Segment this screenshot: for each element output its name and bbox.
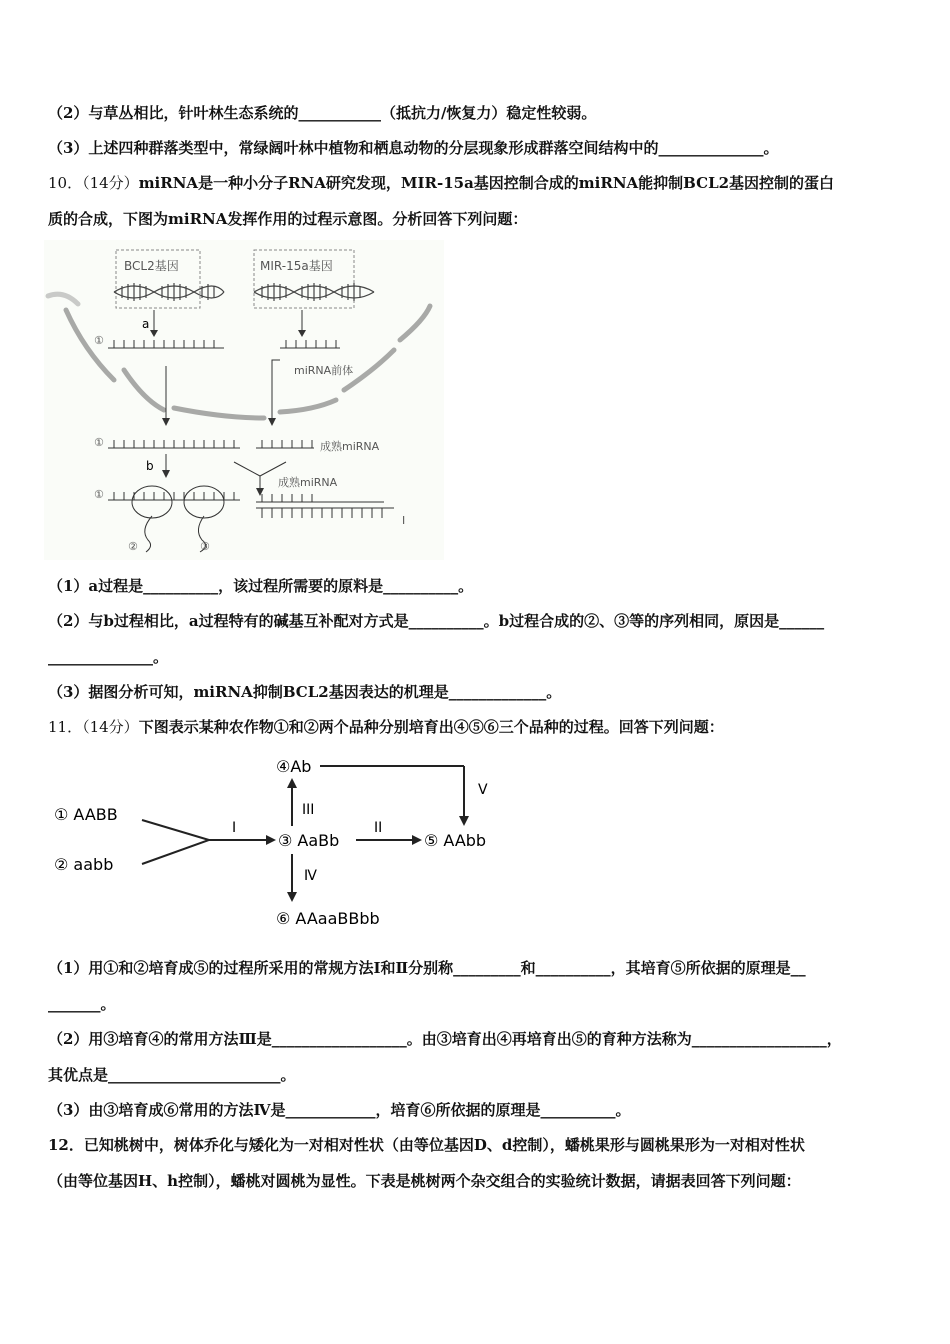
mirna-figure xyxy=(44,240,444,560)
mature-mirna-label-2: 成熟miRNA xyxy=(278,476,338,489)
q11-sub2-line2: 其优点是_______________________。 xyxy=(48,1066,296,1084)
roman-II: II xyxy=(374,820,383,836)
circle-2: ② xyxy=(128,540,138,553)
circle-1-bottom: ① xyxy=(94,488,104,501)
breeding-figure xyxy=(44,748,524,938)
node-6: ⑥ AAaaBBbb xyxy=(276,909,380,928)
q10-intro-line2: 质的合成，下图为miRNA发挥作用的过程示意图。分析回答下列问题： xyxy=(48,210,528,228)
node-3: ③ AaBb xyxy=(278,831,340,850)
precursor-label: miRNA前体 xyxy=(294,364,354,377)
q10-intro-text: miRNA是一种小分子RNA研究发现，MIR-15a基因控制合成的miRNA能抑制BCL2基因控制的蛋白 xyxy=(138,174,835,192)
q9-sub2: （2）与草丛相比，针叶林生态系统的___________（抵抗力/恢复力）稳定性较弱。 xyxy=(48,104,597,122)
q11-intro xyxy=(48,716,910,738)
node-5: ⑤ AAbb xyxy=(424,831,487,850)
q10-sub3: （3）据图分析可知，miRNA抑制BCL2基因表达的机理是_____________。 xyxy=(48,683,562,701)
q11-sub3: （3）由③培育成⑥常用的方法Ⅳ是____________，培育⑥所依据的原理是__________。 xyxy=(48,1101,631,1119)
node-1: ① AABB xyxy=(54,805,118,824)
node-4: ④Ab xyxy=(276,757,312,776)
circle-1-mid: ① xyxy=(94,436,104,449)
roman-IV: Ⅳ xyxy=(304,868,317,884)
q9-sub3: （3）上述四种群落类型中，常绿阔叶林中植物和栖息动物的分层现象形成群落空间结构中的______________。 xyxy=(48,139,779,157)
q10-sub2-line2: ______________。 xyxy=(48,648,169,666)
roman-V: V xyxy=(478,782,488,798)
q10-intro-line1 xyxy=(48,172,910,194)
q12-line2: （由等位基因H、h控制），蟠桃对圆桃为显性。下表是桃树两个杂交组合的实验统计数据，请据表回答下列问题： xyxy=(48,1172,801,1190)
q10-sub1: （1）a过程是__________，该过程所需要的原料是__________。 xyxy=(48,577,474,595)
bcl2-gene-label: BCL2基因 xyxy=(124,259,179,273)
q11-intro-text: 下图表示某种农作物①和②两个品种分别培育出④⑤⑥三个品种的过程。回答下列问题： xyxy=(138,718,724,736)
circle-3: ③ xyxy=(200,540,210,553)
q11-sub1-line1: （1）用①和②培育成⑤的过程所采用的常规方法Ⅰ和Ⅱ分别称_________和__________，其培育⑤所依据的原理是__ xyxy=(48,959,806,977)
q12-line1: 12．已知桃树中，树体乔化与矮化为一对相对性状（由等位基因D、d控制），蟠桃果形与圆桃果形为一对相对性状 xyxy=(48,1136,805,1154)
label-a: a xyxy=(142,317,150,331)
q11-number: 11．（14分） xyxy=(48,718,139,736)
q10-sub2-line1: （2）与b过程相比，a过程特有的碱基互补配对方式是__________。b过程合成的②、③等的序列相同，原因是______ xyxy=(48,612,825,630)
q10-number: 10．（14分） xyxy=(48,174,139,192)
q11-sub1-line2: _______。 xyxy=(48,995,116,1013)
mature-mirna-label-1: 成熟miRNA xyxy=(320,440,380,453)
roman-III: III xyxy=(302,802,315,818)
circle-1-top: ① xyxy=(94,334,104,347)
q11-sub2-line1: （2）用③培育④的常用方法Ⅲ是__________________。由③培育出④再培育出⑤的育种方法称为__________________， xyxy=(48,1030,842,1048)
mir15a-gene-label: MIR-15a基因 xyxy=(260,259,333,273)
roman-I: I xyxy=(232,820,237,836)
node-2: ② aabb xyxy=(54,855,114,874)
roman-label: I xyxy=(402,514,406,527)
label-b: b xyxy=(146,459,154,473)
